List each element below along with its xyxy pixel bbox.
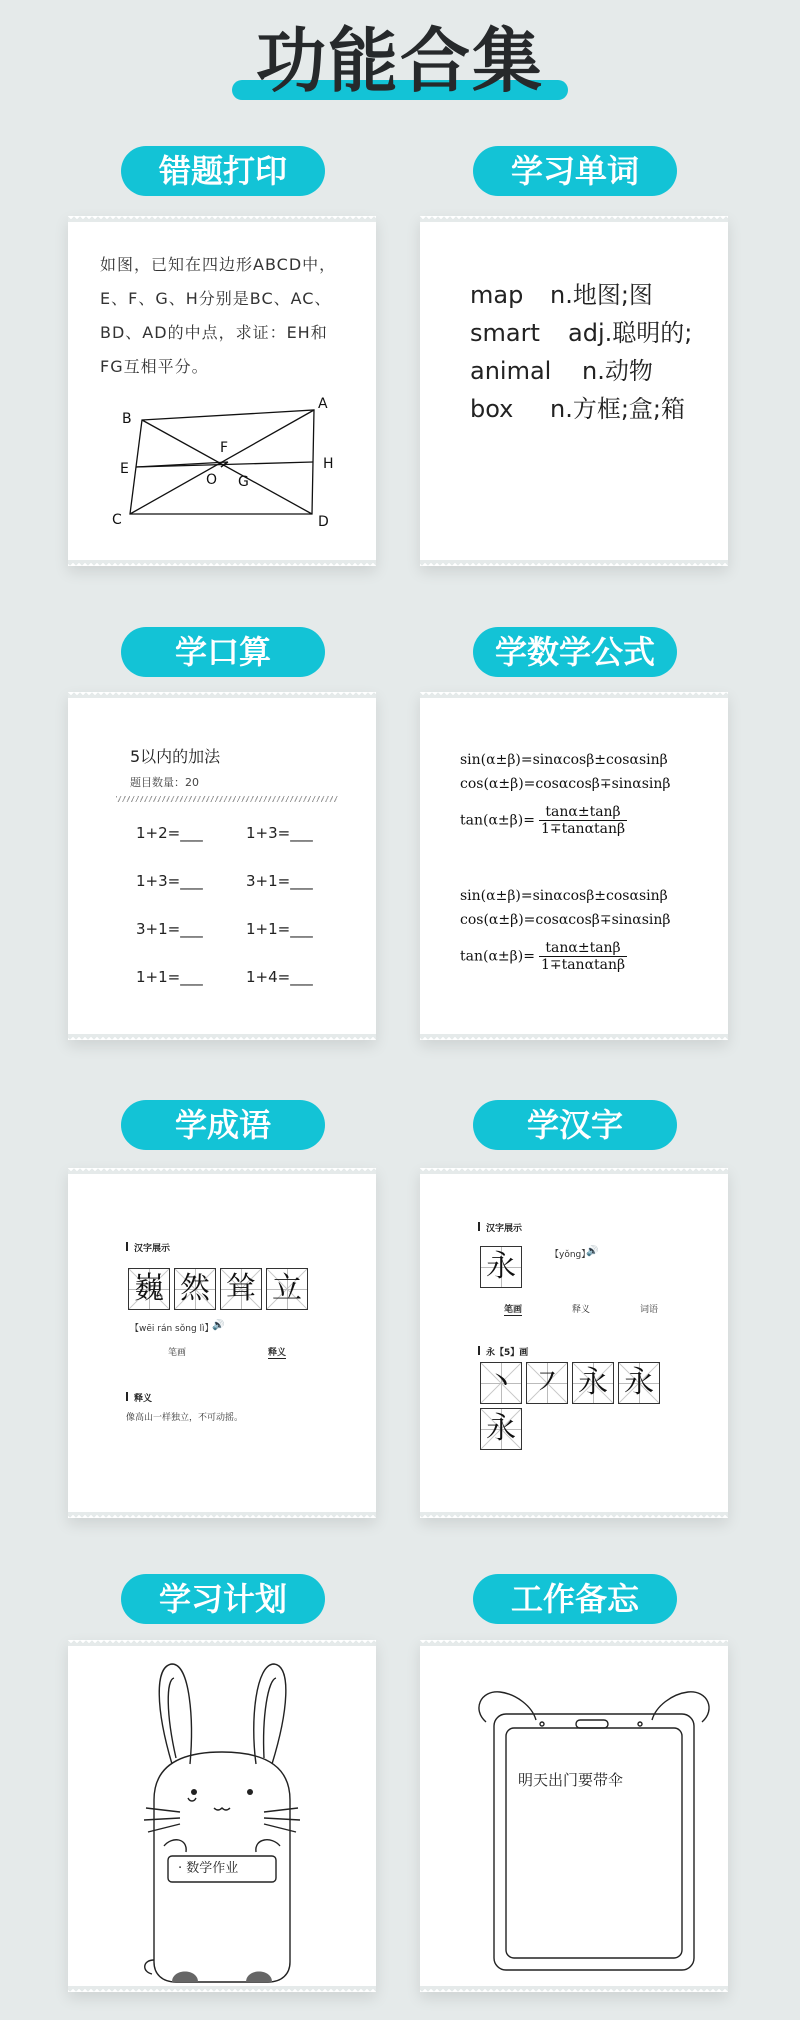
divider bbox=[116, 796, 338, 802]
card-learn-words[interactable] bbox=[420, 216, 728, 566]
word-row: smart adj.聪明的; bbox=[470, 319, 693, 347]
tab-meaning[interactable]: 释义 bbox=[268, 1345, 286, 1359]
arithmetic-problem: 3+1=___ bbox=[246, 872, 313, 890]
arithmetic-title: 5以内的加法 bbox=[130, 747, 221, 766]
arithmetic-problem: 3+1=___ bbox=[136, 920, 203, 938]
card-math-formulas[interactable] bbox=[420, 692, 728, 1040]
tab-meaning[interactable]: 释义 bbox=[572, 1305, 591, 1315]
hanzi-pinyin: 【yǒng】 bbox=[550, 1250, 591, 1260]
point-label: H bbox=[323, 456, 334, 472]
stroke-step: 丶 bbox=[480, 1362, 522, 1404]
stroke-step: 永 bbox=[618, 1362, 660, 1404]
bullet-icon: · bbox=[178, 1861, 183, 1876]
feature-pill-idioms[interactable]: 学成语 bbox=[121, 1100, 325, 1150]
card-arithmetic[interactable] bbox=[68, 692, 376, 1040]
stroke-step: 永 bbox=[572, 1362, 614, 1404]
feature-pill-memo[interactable]: 工作备忘 bbox=[473, 1574, 677, 1624]
feature-pill-hanzi[interactable]: 学汉字 bbox=[473, 1100, 677, 1150]
card-work-memo[interactable] bbox=[420, 1640, 728, 1992]
word-list bbox=[470, 276, 692, 428]
point-label: E bbox=[120, 461, 129, 477]
point-label: A bbox=[318, 396, 328, 412]
formula-cos: cos(α±β)=cosαcosβ∓sinαsinβ bbox=[460, 912, 671, 928]
arithmetic-problem: 1+3=___ bbox=[246, 824, 313, 842]
page-header bbox=[0, 18, 800, 108]
arithmetic-problem: 1+1=___ bbox=[136, 968, 203, 986]
tab-words[interactable]: 词语 bbox=[640, 1305, 659, 1315]
arithmetic-problem: 1+2=___ bbox=[136, 824, 203, 842]
memo-board-illustration bbox=[420, 1640, 728, 1992]
stroke-count-label: 永【5】画 bbox=[486, 1348, 529, 1358]
word-row: box n.方框;盒;箱 bbox=[470, 395, 686, 423]
idiom-char: 然 bbox=[174, 1268, 216, 1310]
page-title: 功能合集 bbox=[256, 20, 544, 102]
meaning-label: 释义 bbox=[134, 1394, 153, 1404]
speaker-icon[interactable]: 🔊 bbox=[586, 1246, 599, 1257]
idiom-char: 耸 bbox=[220, 1268, 262, 1310]
hanzi-char: 永 bbox=[480, 1246, 522, 1288]
formula-sin: sin(α±β)=sinαcosβ±cosαsinβ bbox=[460, 752, 668, 768]
idiom-char: 立 bbox=[266, 1268, 308, 1310]
formula-sin: sin(α±β)=sinαcosβ±cosαsinβ bbox=[460, 888, 668, 904]
card-study-plan[interactable] bbox=[68, 1640, 376, 1992]
memo-text: 明天出门要带伞 bbox=[518, 1771, 624, 1789]
speaker-icon[interactable]: 🔊 bbox=[212, 1320, 225, 1331]
tab-strokes[interactable]: 笔画 bbox=[168, 1348, 187, 1358]
plan-item: · 数学作业 bbox=[178, 1861, 239, 1876]
idiom-meaning: 像高山一样独立，不可动摇。 bbox=[126, 1413, 244, 1423]
feature-pill-arithmetic[interactable]: 学口算 bbox=[121, 627, 325, 677]
arithmetic-problem: 1+3=___ bbox=[136, 872, 203, 890]
point-label: G bbox=[238, 474, 249, 490]
feature-pill-words[interactable]: 学习单词 bbox=[473, 146, 677, 196]
feature-pill-formulas[interactable]: 学数学公式 bbox=[473, 627, 677, 677]
feature-pill-mistakes[interactable]: 错题打印 bbox=[121, 146, 325, 196]
point-label: C bbox=[112, 512, 122, 528]
problem-count: 题目数量：20 bbox=[130, 776, 199, 789]
idiom-pinyin: 【wēi rán sǒng lì】 bbox=[130, 1324, 214, 1334]
point-label: B bbox=[122, 411, 132, 427]
point-label: O bbox=[206, 472, 218, 488]
stroke-step: ㇇ bbox=[526, 1362, 568, 1404]
stroke-step: 永 bbox=[480, 1408, 522, 1450]
quadrilateral-diagram bbox=[108, 386, 338, 536]
geometry-problem-text: 如图，已知在四边形ABCD中， E、F、G、H分别是BC、AC、 BD、AD的中点，求证：EH和 FG互相平分。 bbox=[100, 255, 337, 376]
card-idioms[interactable] bbox=[68, 1168, 376, 1518]
word-row: map n.地图;图 bbox=[470, 281, 653, 309]
section-label: 汉字展示 bbox=[486, 1224, 523, 1234]
tab-strokes[interactable]: 笔画 bbox=[504, 1302, 522, 1316]
section-label: 汉字展示 bbox=[134, 1244, 171, 1254]
formula-tan: tan(α±β)= $\frac{\tan\alpha\pm\tan\beta}{1\mp\tan\alpha\tan\beta}$ bbox=[460, 804, 626, 837]
idiom-char: 巍 bbox=[128, 1268, 170, 1310]
word-row: animal n.动物 bbox=[470, 357, 653, 385]
formula-tan: tan(α±β)= $\frac{\tan\alpha\pm\tan\beta}{1\mp\tan\alpha\tan\beta}$ bbox=[460, 940, 626, 973]
point-label: F bbox=[220, 440, 229, 456]
card-mistake-print[interactable] bbox=[68, 216, 376, 566]
arithmetic-problem: 1+4=___ bbox=[246, 968, 313, 986]
rabbit-illustration bbox=[68, 1640, 376, 1992]
point-label: D bbox=[318, 514, 329, 530]
arithmetic-problem: 1+1=___ bbox=[246, 920, 313, 938]
formula-cos: cos(α±β)=cosαcosβ∓sinαsinβ bbox=[460, 776, 671, 792]
feature-pill-study-plan[interactable]: 学习计划 bbox=[121, 1574, 325, 1624]
card-hanzi[interactable] bbox=[420, 1168, 728, 1518]
